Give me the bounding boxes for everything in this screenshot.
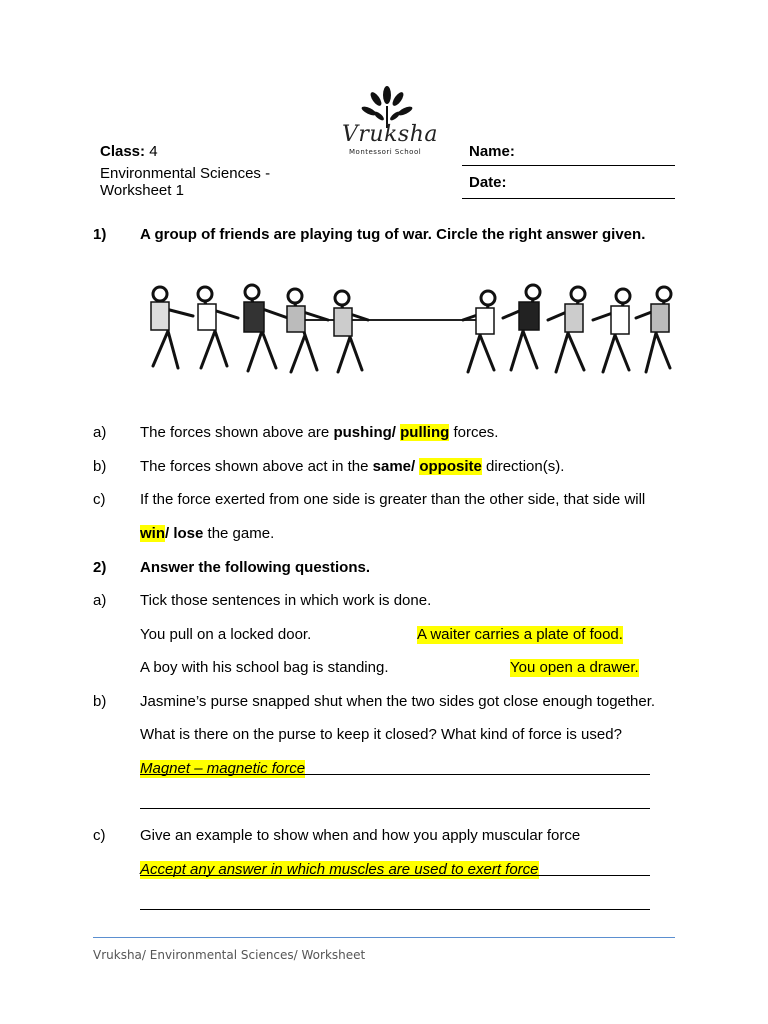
- q1c-option-lose[interactable]: / lose: [165, 525, 204, 542]
- q1-text: A group of friends are playing tug of war. Circle the right answer given.: [140, 226, 646, 243]
- q1b-pre: The forces shown above act in the: [140, 458, 373, 475]
- q2a-sentence-2[interactable]: A waiter carries a plate of food.: [417, 626, 623, 643]
- q1a-post: forces.: [449, 424, 499, 441]
- class-label: Class:: [100, 143, 146, 160]
- q1b-line: [140, 458, 564, 476]
- q1a-marker: a): [93, 424, 107, 441]
- q2c-answer-line-2[interactable]: [140, 909, 650, 910]
- date-label: Date:: [469, 174, 507, 191]
- q1b-option-opposite[interactable]: opposite: [419, 458, 482, 475]
- q1c-marker: c): [93, 491, 106, 508]
- q1b-marker: b): [93, 458, 107, 475]
- q2a-sentence-4[interactable]: You open a drawer.: [510, 659, 639, 676]
- q1a-line: [140, 424, 498, 442]
- q1c-post: the game.: [203, 525, 275, 542]
- q1a-pre: The forces shown above are: [140, 424, 334, 441]
- q2-number: 2): [93, 559, 107, 576]
- q1a-option-pulling[interactable]: pulling: [400, 424, 450, 441]
- date-line[interactable]: [462, 198, 675, 199]
- q2b-line-1: Jasmine’s purse snapped shut when the two sides got close enough together.: [140, 693, 656, 710]
- q2b-line-2: What is there on the purse to keep it closed? What kind of force is used?: [140, 726, 622, 743]
- subject-line-2: Worksheet 1: [100, 182, 184, 199]
- q1c-line-1: If the force exerted from one side is greater than the other side, that side will: [140, 491, 646, 508]
- school-logo: [340, 86, 438, 158]
- tug-of-war-illustration: [148, 276, 676, 388]
- q2c-answer[interactable]: Accept any answer in which muscles are used to exert force: [140, 861, 539, 878]
- q2a-sentence-3[interactable]: A boy with his school bag is standing.: [140, 659, 389, 676]
- q2-text: Answer the following questions.: [140, 559, 371, 576]
- q2c-marker: c): [93, 827, 106, 844]
- q1c-option-win[interactable]: win: [140, 525, 165, 542]
- subject-line-1: Environmental Sciences -: [100, 165, 271, 182]
- q2b-answer-line-2[interactable]: [140, 808, 650, 809]
- q1a-option-pushing[interactable]: pushing/: [333, 424, 396, 441]
- footer-divider: [93, 937, 675, 938]
- tug-of-war-icon: [148, 276, 676, 388]
- class-value: 4: [149, 143, 158, 160]
- logo-name: Vruksha: [342, 122, 438, 147]
- page-footer: Vruksha/ Environmental Sciences/ Worksheet: [93, 948, 366, 962]
- name-line[interactable]: [462, 165, 675, 166]
- q2b-answer[interactable]: Magnet – magnetic force: [140, 760, 306, 777]
- logo-subtitle: Montessori School: [349, 148, 422, 156]
- q2b-marker: b): [93, 693, 107, 710]
- name-label: Name:: [469, 143, 515, 160]
- class-field: [100, 143, 158, 161]
- q1b-post: direction(s).: [481, 458, 565, 475]
- q1c-line-2: [140, 525, 274, 543]
- q2a-marker: a): [93, 592, 107, 609]
- q1b-option-same[interactable]: same/: [372, 458, 416, 475]
- q2a-sentence-1[interactable]: You pull on a locked door.: [140, 626, 312, 643]
- q2c-answer-line-1[interactable]: [140, 875, 650, 876]
- q2a-text: Tick those sentences in which work is done.: [140, 592, 432, 609]
- q1-number: 1): [93, 226, 107, 243]
- q2c-text: Give an example to show when and how you apply muscular force: [140, 827, 581, 844]
- q2b-answer-line-1[interactable]: [140, 774, 650, 775]
